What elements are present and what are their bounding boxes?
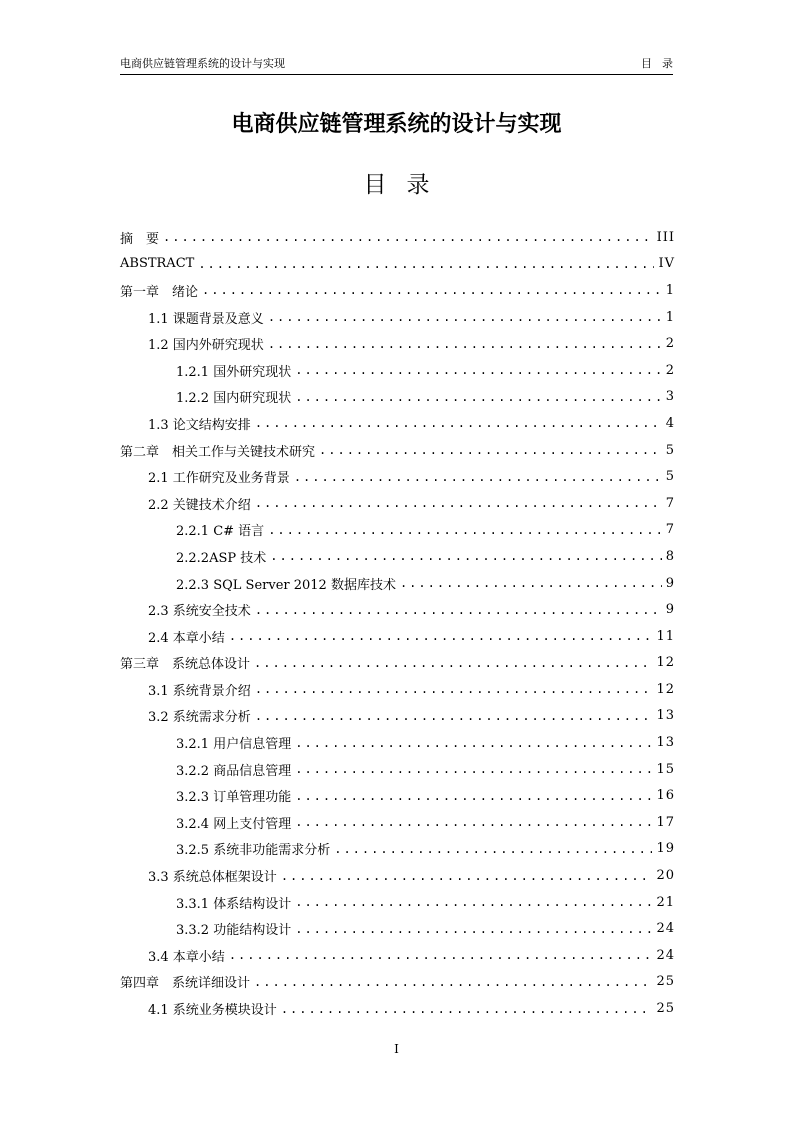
toc-entry-page: IV bbox=[658, 256, 675, 272]
toc-leader-dots bbox=[268, 522, 662, 538]
toc-entry-label: 摘 要 bbox=[120, 231, 160, 247]
toc-entry[interactable] bbox=[120, 490, 675, 517]
toc-leader-dots bbox=[319, 442, 662, 458]
toc-entry[interactable] bbox=[120, 942, 675, 969]
toc-entry-page: 5 bbox=[665, 442, 675, 458]
toc-entry-page: 24 bbox=[656, 947, 675, 963]
toc-entry-page: 5 bbox=[665, 469, 675, 485]
toc-entry-label: 第二章 相关工作与关键技术研究 bbox=[120, 444, 316, 460]
toc-entry[interactable] bbox=[120, 357, 675, 384]
toc-leader-dots bbox=[295, 814, 652, 830]
toc-entry-label: 3.2.1 用户信息管理 bbox=[176, 737, 292, 753]
toc-entry[interactable] bbox=[120, 596, 675, 623]
toc-entry-label: 2.1 工作研究及业务背景 bbox=[148, 471, 290, 487]
toc-entry-page: 12 bbox=[656, 655, 675, 671]
toc-entry[interactable] bbox=[120, 676, 675, 703]
toc-leader-dots bbox=[281, 1001, 653, 1017]
toc-entry[interactable] bbox=[120, 703, 675, 730]
toc-entry-page: 25 bbox=[656, 974, 675, 990]
toc-entry-label: 3.1 系统背景介绍 bbox=[148, 683, 251, 699]
toc-entry-page: 8 bbox=[665, 548, 675, 564]
toc-entry-page: 16 bbox=[656, 788, 675, 804]
toc-leader-dots bbox=[255, 495, 662, 511]
toc-entry[interactable] bbox=[120, 304, 675, 331]
toc-leader-dots bbox=[255, 681, 653, 697]
toc-entry[interactable] bbox=[120, 650, 675, 677]
toc-entry-page: 9 bbox=[665, 575, 675, 591]
toc-entry[interactable] bbox=[120, 889, 675, 916]
toc-entry-label: 1.2.2 国内研究现状 bbox=[176, 391, 292, 407]
toc-entry-label: 2.2.2ASP 技术 bbox=[176, 550, 267, 566]
header-section-title: 目录 bbox=[641, 57, 683, 70]
toc-entry-page: 1 bbox=[665, 309, 675, 325]
toc-entry-page: 11 bbox=[656, 628, 675, 644]
toc-entry[interactable] bbox=[120, 437, 675, 464]
toc-leader-dots bbox=[295, 788, 652, 804]
toc-entry-page: 13 bbox=[656, 735, 675, 751]
toc-leader-dots bbox=[295, 761, 652, 777]
toc-entry-label: 2.2 关键技术介绍 bbox=[148, 497, 251, 513]
toc-entry-label: 3.2.4 网上支付管理 bbox=[176, 816, 292, 832]
toc-entry-label: 3.2.3 订单管理功能 bbox=[176, 790, 292, 806]
toc-leader-dots bbox=[295, 362, 662, 378]
toc-entry-label: 3.3 系统总体框架设计 bbox=[148, 870, 277, 886]
toc-entry-page: 9 bbox=[665, 602, 675, 618]
toc-entry-label: 2.4 本章小结 bbox=[148, 630, 225, 646]
toc-entry[interactable] bbox=[120, 570, 675, 597]
toc-entry[interactable] bbox=[120, 729, 675, 756]
toc-leader-dots bbox=[255, 708, 653, 724]
toc-leader-dots bbox=[202, 282, 662, 298]
toc-entry-label: 1.3 论文结构安排 bbox=[148, 417, 251, 433]
toc-entry[interactable] bbox=[120, 782, 675, 809]
running-header bbox=[120, 56, 683, 75]
toc-entry[interactable] bbox=[120, 224, 675, 251]
toc-leader-dots bbox=[229, 628, 653, 644]
toc-leader-dots bbox=[255, 415, 662, 431]
toc-entry-page: III bbox=[656, 229, 675, 245]
toc-leader-dots bbox=[254, 974, 652, 990]
toc-entry-page: 2 bbox=[665, 336, 675, 352]
toc-entry-page: 15 bbox=[656, 761, 675, 777]
toc-entry-page: 3 bbox=[665, 389, 675, 405]
toc-entry[interactable] bbox=[120, 410, 675, 437]
toc-heading-text: 目录 bbox=[363, 172, 450, 198]
toc-entry-label: 3.3.1 体系结构设计 bbox=[176, 896, 292, 912]
toc-entry[interactable] bbox=[120, 809, 675, 836]
toc-leader-dots bbox=[229, 947, 653, 963]
toc-leader-dots bbox=[295, 921, 652, 937]
table-of-contents bbox=[120, 224, 675, 1022]
toc-leader-dots bbox=[400, 575, 662, 591]
toc-entry[interactable] bbox=[120, 517, 675, 544]
toc-leader-dots bbox=[294, 469, 662, 485]
toc-entry-page: 21 bbox=[656, 894, 675, 910]
toc-leader-dots bbox=[255, 602, 662, 618]
toc-entry-page: 7 bbox=[665, 522, 675, 538]
toc-entry-label: 3.4 本章小结 bbox=[148, 949, 225, 965]
toc-entry-label: 3.2 系统需求分析 bbox=[148, 710, 251, 726]
toc-entry-label: 第四章 系统详细设计 bbox=[120, 976, 251, 992]
toc-entry[interactable] bbox=[120, 543, 675, 570]
toc-entry[interactable] bbox=[120, 836, 675, 863]
toc-leader-dots bbox=[254, 655, 652, 671]
toc-leader-dots bbox=[334, 841, 652, 857]
toc-leader-dots bbox=[268, 336, 662, 352]
toc-entry-page: 2 bbox=[665, 362, 675, 378]
header-doc-title: 电商供应链管理系统的设计与实现 bbox=[120, 57, 285, 70]
toc-leader-dots bbox=[295, 894, 652, 910]
toc-entry[interactable] bbox=[120, 915, 675, 942]
toc-leader-dots bbox=[163, 229, 653, 245]
toc-entry-page: 19 bbox=[656, 841, 675, 857]
toc-entry-label: 2.3 系统安全技术 bbox=[148, 604, 251, 620]
toc-entry[interactable] bbox=[120, 251, 675, 278]
toc-leader-dots bbox=[295, 389, 662, 405]
toc-entry-label: 2.2.3 SQL Server 2012 数据库技术 bbox=[176, 577, 396, 593]
toc-entry[interactable] bbox=[120, 463, 675, 490]
toc-entry-page: 13 bbox=[656, 708, 675, 724]
toc-entry-page: 12 bbox=[656, 681, 675, 697]
toc-entry-page: 7 bbox=[665, 495, 675, 511]
toc-entry[interactable] bbox=[120, 862, 675, 889]
toc-entry[interactable] bbox=[120, 623, 675, 650]
toc-entry-label: 1.2.1 国外研究现状 bbox=[176, 364, 292, 380]
toc-entry-label: 1.2 国内外研究现状 bbox=[148, 338, 264, 354]
toc-entry-label: ABSTRACT bbox=[120, 256, 195, 272]
toc-entry-page: 20 bbox=[656, 868, 675, 884]
toc-entry-label: 1.1 课题背景及意义 bbox=[148, 311, 264, 327]
toc-leader-dots bbox=[281, 868, 653, 884]
toc-leader-dots bbox=[268, 309, 662, 325]
toc-leader-dots bbox=[295, 735, 652, 751]
toc-entry-label: 2.2.1 C# 语言 bbox=[176, 524, 265, 540]
document-title: 电商供应链管理系统的设计与实现 bbox=[231, 112, 562, 137]
toc-heading bbox=[120, 168, 673, 202]
toc-entry-label: 第三章 系统总体设计 bbox=[120, 657, 251, 673]
toc-entry-label: 3.3.2 功能结构设计 bbox=[176, 923, 292, 939]
toc-entry-label: 3.2.5 系统非功能需求分析 bbox=[176, 843, 331, 859]
toc-entry-label: 3.2.2 商品信息管理 bbox=[176, 763, 292, 779]
page-number: I bbox=[394, 1042, 399, 1056]
toc-entry-label: 第一章 绪论 bbox=[120, 284, 199, 300]
toc-entry[interactable] bbox=[120, 756, 675, 783]
toc-entry[interactable] bbox=[120, 995, 675, 1022]
toc-entry[interactable] bbox=[120, 277, 675, 304]
toc-entry-page: 17 bbox=[656, 814, 675, 830]
toc-leader-dots bbox=[270, 548, 661, 564]
toc-entry[interactable] bbox=[120, 330, 675, 357]
toc-leader-dots bbox=[198, 256, 654, 272]
toc-entry-label: 4.1 系统业务模块设计 bbox=[148, 1003, 277, 1019]
toc-entry[interactable] bbox=[120, 969, 675, 996]
toc-entry-page: 4 bbox=[665, 415, 675, 431]
toc-entry[interactable] bbox=[120, 384, 675, 411]
toc-entry-page: 1 bbox=[665, 282, 675, 298]
toc-entry-page: 24 bbox=[656, 921, 675, 937]
toc-entry-page: 25 bbox=[656, 1001, 675, 1017]
